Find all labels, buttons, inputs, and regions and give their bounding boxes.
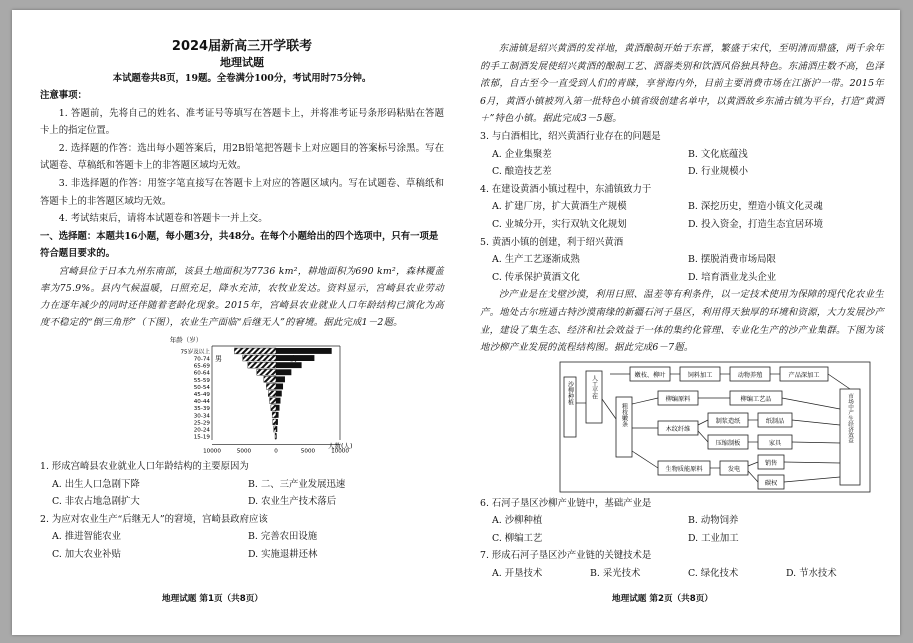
question-5-stem: 5. 黄酒小镇的创建，利于绍兴黄酒 [480, 236, 624, 248]
q1-option-b[interactable]: B. 二、三产业发展迅速 [248, 478, 346, 490]
q3-option-b[interactable]: B. 文化底蕴浅 [688, 148, 748, 160]
node-m-label: 压缩制板 [715, 439, 741, 447]
note-1: 1. 答题前，先将自己的姓名、准考证号等填写在答题卡上，并将准考证号条形码粘贴在答题卡上的指定位置。 [40, 107, 444, 137]
question-3-stem: 3. 与白酒相比，绍兴黄酒行业存在的问题是 [480, 130, 661, 142]
question-6-options [480, 512, 884, 547]
node-n-label: 家具 [768, 439, 782, 447]
node-c-label: 粗枝嫩条 [620, 402, 628, 427]
bar-male-0 [234, 348, 276, 354]
bar-male-6 [268, 391, 276, 397]
bar-female-4 [276, 376, 285, 382]
bar-male-2 [248, 362, 276, 368]
q2-option-b[interactable]: B. 完善农田设施 [248, 531, 318, 543]
x-tick-1: 5000 [236, 448, 252, 455]
sand-willow-flow-diagram [480, 359, 884, 495]
node-h-label: 柳编原料 [665, 395, 691, 403]
node-d-label: 嫩枝、柳叶 [634, 371, 666, 379]
node-l-label: 纸制品 [765, 417, 785, 425]
bar-female-8 [276, 405, 280, 411]
y-axis-title: 年龄（岁） [169, 335, 203, 344]
node-b-label: 人工平茬 [590, 374, 598, 399]
age-label-6: 45-49 [193, 391, 210, 398]
question-4-stem: 4. 在建设黄酒小镇过程中，东浦镇致力于 [480, 183, 652, 195]
population-pyramid-chart [40, 334, 444, 458]
age-label-5: 50-54 [193, 384, 210, 391]
node-o-label: 生物质能原料 [665, 465, 703, 473]
question-6-stem: 6. 石河子垦区沙柳产业链中，基础产业是 [480, 497, 652, 509]
x-tick-3: 5000 [300, 448, 316, 455]
q5-option-d[interactable]: D. 培育酒业龙头企业 [688, 271, 777, 283]
node-p-label: 发电 [727, 465, 741, 473]
exam-info: 本试题卷共8页，19题。全卷满分100分，考试用时75分钟。 [112, 73, 372, 84]
footer-page-1: 地理试题 第1页（共8页） [162, 594, 263, 604]
passage-3: 沙产业是在戈壁沙漠，利用日照、温差等有利条件，以一定技术使用为保障的现代化农业生产。地处古尔班通古特沙漠南缘的新疆石河子垦区，利用得天独厚的环境和资源，大力发展沙产业，建设了集生态、经济和社会效益于一体的集约化管理、专业化生产的沙产业集群。下图为该地沙柳产业发展的流程结构图。据此完成6－7题。 [480, 289, 884, 354]
bar-male-9 [272, 412, 276, 418]
age-label-2: 65-69 [193, 363, 210, 370]
subject-title: 地理试题 [220, 56, 264, 69]
note-2: 2. 选择题的作答：选出每小题答案后，用2B铅笔把答题卡上对应题目的答案标号涂黑。写在试题卷、草稿纸和答题卡上的非答题区域均无效。 [40, 142, 444, 172]
node-r-label: 碳权 [764, 479, 778, 487]
question-2-options [40, 528, 444, 563]
x-tick-4: 10000 [331, 448, 349, 455]
bar-female-5 [276, 383, 283, 389]
q6-option-c[interactable]: C. 柳编工艺 [492, 532, 543, 544]
bar-female-9 [276, 412, 279, 418]
node-a-label: 沙柳种植 [566, 380, 574, 405]
q1-option-c[interactable]: C. 非农占地急剧扩大 [52, 496, 140, 508]
node-e-label: 饲料加工 [687, 371, 713, 379]
legend-male: 男 [215, 354, 222, 363]
q2-option-c[interactable]: C. 加大农业补贴 [52, 548, 122, 560]
age-label-3: 60-64 [193, 370, 210, 377]
bar-male-7 [270, 398, 276, 404]
age-label-12: 15-19 [193, 434, 210, 441]
q7-option-b[interactable]: B. 采光技术 [590, 568, 641, 580]
q4-option-b[interactable]: B. 深挖历史，塑造小镇文化灵魂 [688, 201, 823, 213]
bar-female-11 [276, 426, 277, 432]
node-f-label: 动物养殖 [737, 371, 763, 379]
node-k-label: 制浆造纸 [715, 417, 741, 425]
x-tick-0: 10000 [203, 448, 221, 455]
q1-option-d[interactable]: D. 农业生产技术落后 [248, 496, 337, 508]
passage-1: 宫崎县位于日本九州东南部，该县土地面积为7736 km²，耕地面积为690 km²，森林覆盖率为75.9%。县内气候温暖，日照充足，降水充沛，农牧业发达。资料显示，宫崎县农业劳动力在逐年减少的同时还伴随着老龄化现象。2015年，宫崎县农业就业人口年龄结构已演化为高度不稳定的“倒三角形”（下图），农业生产面临“后继无人”的窘境。据此完成1－2题。 [40, 265, 444, 328]
q6-option-a[interactable]: A. 沙柳种植 [492, 515, 543, 527]
bar-male-3 [257, 369, 276, 375]
q7-option-d[interactable]: D. 节水技术 [786, 568, 837, 580]
age-label-7: 40-44 [193, 399, 210, 406]
age-label-11: 20-24 [193, 427, 210, 434]
node-g-label: 产品深加工 [788, 371, 820, 379]
section-heading: 一、选择题：本题共16小题，每小题3分，共48分。在每个小题给出的四个选项中，只有一项是符合题目要求的。 [40, 230, 439, 260]
q4-option-c[interactable]: C. 业城分开，实行双轨文化规划 [492, 218, 627, 230]
age-label-1: 70-74 [193, 356, 210, 363]
exam-title: 2024届新高三开学联考 [171, 39, 313, 54]
question-4-options [480, 198, 884, 233]
age-label-4: 55-59 [193, 377, 210, 384]
bar-male-4 [264, 376, 276, 382]
bar-male-1 [243, 355, 276, 361]
q3-option-a[interactable]: A. 企业集聚差 [492, 148, 552, 160]
q3-option-c[interactable]: C. 酿造技艺差 [492, 166, 552, 178]
bar-male-8 [271, 405, 276, 411]
q3-option-d[interactable]: D. 行业规模小 [688, 166, 749, 178]
q4-option-a[interactable]: A. 扩建厂房，扩大黄酒生产规模 [492, 201, 627, 213]
bar-male-10 [273, 419, 276, 425]
page-2 [480, 40, 884, 583]
question-7-stem: 7. 形成石河子垦区沙产业链的关键技术是 [480, 550, 652, 562]
age-label-0: 75岁及以上 [180, 349, 210, 356]
q7-option-a[interactable]: A. 开垦技术 [492, 568, 543, 580]
node-q-label: 销售 [764, 459, 778, 467]
x-tick-2: 0 [274, 448, 278, 455]
footer-page-2: 地理试题 第2页（共8页） [612, 594, 713, 604]
q7-option-c[interactable]: C. 绿化技术 [688, 568, 739, 580]
bar-female-6 [276, 391, 282, 397]
bar-male-5 [266, 383, 276, 389]
bar-female-3 [276, 369, 291, 375]
bar-female-10 [276, 419, 278, 425]
question-1-options [40, 476, 444, 511]
node-i-label: 柳编工艺品 [740, 395, 772, 403]
question-2-stem: 2. 为应对农业生产“后继无人”的窘境，宫崎县政府应该 [40, 513, 268, 525]
note-4: 4. 考试结束后，请将本试题卷和答题卡一并上交。 [58, 213, 268, 225]
exam-sheet [12, 10, 900, 635]
q6-option-b[interactable]: B. 动物饲养 [688, 515, 739, 527]
passage-2: 东浦镇是绍兴黄酒的发祥地，黄酒酿制开始于东晋，繁盛于宋代，至明清而鼎盛，两千余年的手工制酒发展使绍兴黄酒的酿制工艺、酒器类别和饮酒风俗独具特色。东浦酒庄数不高，色泽浓郁，自古至今一直受到人们的青睐，享誉海内外，目前主要消费市场在江浙沪一带。2015年6月，黄酒小镇被列入第一批特色小镇省级创建名单中，以黄酒故乡东浦古镇为平台，打造“黄酒＋”特色小镇。据此完成3－5题。 [480, 43, 884, 125]
q4-option-d[interactable]: D. 投入资金，打造生态宜居环境 [688, 218, 824, 230]
q5-option-c[interactable]: C. 传承保护黄酒文化 [492, 271, 580, 283]
q2-option-d[interactable]: D. 实施退耕还林 [248, 548, 318, 560]
page-1 [40, 38, 444, 564]
question-1-stem: 1. 形成宫崎县农业就业人口年龄结构的主要原因为 [40, 460, 249, 472]
bar-female-7 [276, 398, 280, 404]
bar-female-12 [276, 433, 277, 439]
node-j-label: 木纹纤维 [665, 425, 691, 433]
question-3-options [480, 146, 884, 181]
age-label-8: 35-39 [193, 406, 210, 413]
q1-option-a[interactable]: A. 出生人口急剧下降 [52, 478, 140, 490]
q6-option-d[interactable]: D. 工业加工 [688, 532, 739, 544]
node-s-label: 市场中产生经济效益 [847, 392, 853, 444]
bar-male-12 [275, 433, 276, 439]
question-7-options [480, 565, 884, 583]
q2-option-a[interactable]: A. 推进智能农业 [52, 531, 121, 543]
bar-male-11 [274, 426, 276, 432]
q5-option-b[interactable]: B. 摆脱消费市场局限 [688, 254, 776, 266]
bar-female-1 [276, 355, 314, 361]
question-5-options [480, 251, 884, 286]
age-label-10: 25-29 [193, 420, 210, 427]
bar-female-2 [276, 362, 302, 368]
q5-option-a[interactable]: A. 生产工艺逐渐成熟 [492, 254, 580, 266]
x-axis-title: 人数(人) [328, 441, 353, 450]
notes-heading: 注意事项： [40, 90, 87, 101]
bar-female-0 [276, 348, 332, 354]
note-3: 3. 非选择题的作答：用签字笔直接写在答题卡上对应的答题区域内。写在试题卷、草稿纸和答题卡上的非答题区域均无效。 [40, 177, 444, 207]
age-label-9: 30-34 [193, 413, 210, 420]
